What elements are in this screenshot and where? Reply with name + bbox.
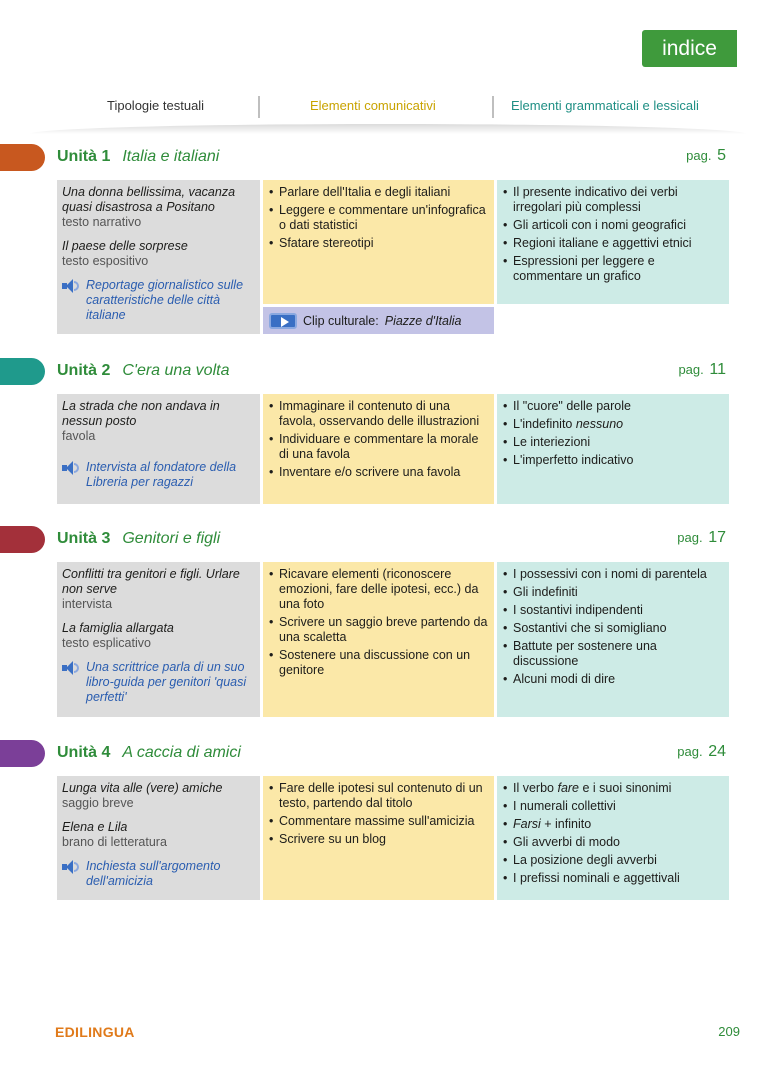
list-item [503,781,723,796]
unit-name: Genitori e figli [122,530,221,547]
text-types-cell [57,394,260,504]
header-shadow [30,124,746,134]
communicative-cell [263,776,494,900]
page-number: 5 [717,147,726,164]
list-item [503,817,723,832]
column-divider [258,96,260,118]
page-prefix: pag. [686,148,712,163]
audio-item[interactable] [62,859,255,889]
speaker-icon [62,860,80,874]
publisher-logo: EDILINGUA [55,1024,135,1040]
communicative-cell [263,562,494,717]
text-kind: testo esplicativo [62,636,151,650]
text-title: Elena e Lila [62,820,128,834]
unit-name: C'era una volta [122,362,230,379]
text-title: Una donna bellissima, vacanza quasi disastrosa a Positano [62,185,236,214]
unit-name: A caccia di amici [122,744,241,761]
unit-color-marker [0,144,45,171]
unit-page-ref [677,743,726,761]
list-item-emphasis: fare [557,781,580,795]
column-header-comunicativi: Elementi comunicativi [310,98,436,113]
text-title: La strada che non andava in nessun posto [62,399,220,428]
page-number: 17 [708,529,726,546]
communicative-cell [263,394,494,504]
page-prefix: pag. [677,530,703,545]
column-divider [492,96,494,118]
grammar-cell [497,394,729,504]
unit-color-marker [0,740,45,767]
grammar-cell [497,776,729,900]
text-title: La famiglia allargata [62,621,174,635]
column-header-grammaticali: Elementi grammaticali e lessicali [511,98,699,113]
video-play-icon [269,313,297,329]
list-item: • Inventare e/o scrivere una favola [269,465,488,480]
unit-number: Unità 2 [57,362,111,379]
text-types-cell [57,776,260,900]
list-item: • Gli indefiniti [503,585,723,600]
grammar-cell [497,562,729,717]
clip-culturale-row[interactable] [263,307,494,334]
audio-title: Una scrittrice parla di un suo libro-guida per genitori 'quasi perfetti' [86,660,247,704]
communicative-cell [263,180,494,304]
audio-title: Inchiesta sull'argomento dell'amicizia [86,859,221,888]
page-prefix: pag. [678,362,704,377]
text-kind: saggio breve [62,796,134,810]
list-item-text: L'indefinito [513,417,576,431]
list-item: • I possessivi con i nomi di parentela [503,567,723,582]
page-prefix: pag. [677,744,703,759]
text-title: Lunga vita alle (vere) amiche [62,781,223,795]
text-types-cell [57,562,260,717]
list-item: • Il "cuore" delle parole [503,399,723,414]
list-item: • Ricavare elementi (riconoscere emozioni, fare delle ipotesi, ecc.) da una foto [269,567,488,612]
list-item: • I prefissi nominali e aggettivali [503,871,723,886]
unit-number: Unità 4 [57,744,111,761]
list-item: • I sostantivi indipendenti [503,603,723,618]
audio-title: Reportage giornalistico sulle caratteristiche delle città italiane [86,278,244,322]
unit-title [57,148,219,166]
unit-number: Unità 1 [57,148,111,165]
audio-item[interactable] [62,278,255,323]
text-title: Il paese delle sorprese [62,239,188,253]
text-title: Conflitti tra genitori e figli. Urlare non serve [62,567,240,596]
list-item: • Le interiezioni [503,435,723,450]
text-types-cell [57,180,260,334]
unit-color-marker [0,358,45,385]
list-item: • Scrivere su un blog [269,832,488,847]
clip-title: Piazze d'Italia [384,313,462,328]
list-item: • Commentare massime sull'amicizia [269,814,488,829]
list-item: • Leggere e commentare un'infografica o dati statistici [269,203,488,233]
unit-title [57,362,229,380]
page-number: 24 [708,743,726,760]
index-tab: indice [642,30,737,67]
list-item: • Gli articoli con i nomi geografici [503,218,723,233]
list-item: • Sostantivi che si somigliano [503,621,723,636]
speaker-icon [62,661,80,675]
list-item: • La posizione degli avverbi [503,853,723,868]
list-item-emphasis: Farsi [513,817,541,831]
column-headers [60,96,746,120]
grammar-cell [497,180,729,304]
list-item: • Immaginare il contenuto di una favola, osservando delle illustrazioni [269,399,488,429]
page-number-footer: 209 [718,1024,740,1039]
clip-label: Clip culturale: [303,313,379,328]
unit-title [57,530,220,548]
audio-title: Intervista al fondatore della Libreria per ragazzi [86,460,237,489]
unit-title [57,744,241,762]
list-item-text: e i suoi sinonimi [579,781,672,795]
unit-page-ref [686,147,726,165]
text-kind: testo narrativo [62,215,142,229]
unit-color-marker [0,526,45,553]
audio-item[interactable] [62,460,255,490]
list-item-text: Il verbo [513,781,558,795]
list-item [503,417,723,432]
text-kind: intervista [62,597,113,611]
text-kind: brano di letteratura [62,835,167,849]
list-item: • Sostenere una discussione con un genitore [269,648,488,678]
list-item: • Il presente indicativo dei verbi irregolari più complessi [503,185,723,215]
list-item: • Parlare dell'Italia e degli italiani [269,185,488,200]
list-item-emphasis: nessuno [575,417,624,431]
unit-number: Unità 3 [57,530,111,547]
list-item: • Individuare e commentare la morale di una favola [269,432,488,462]
speaker-icon [62,461,80,475]
list-item: • Gli avverbi di modo [503,835,723,850]
list-item: • Espressioni per leggere e commentare un grafico [503,254,723,284]
unit-page-ref [677,529,726,547]
list-item: • Fare delle ipotesi sul contenuto di un testo, partendo dal titolo [269,781,488,811]
list-item-text: + infinito [540,817,592,831]
list-item: • I numerali collettivi [503,799,723,814]
text-kind: favola [62,429,96,443]
list-item: • L'imperfetto indicativo [503,453,723,468]
list-item: • Battute per sostenere una discussione [503,639,723,669]
speaker-icon [62,279,80,293]
list-item: • Alcuni modi di dire [503,672,723,687]
column-header-tipologie: Tipologie testuali [107,98,205,113]
list-item: • Sfatare stereotipi [269,236,488,251]
audio-item[interactable] [62,660,255,705]
text-kind: testo espositivo [62,254,149,268]
list-item: • Regioni italiane e aggettivi etnici [503,236,723,251]
unit-page-ref [678,361,726,379]
list-item: • Scrivere un saggio breve partendo da una scaletta [269,615,488,645]
unit-name: Italia e italiani [122,148,220,165]
page-number: 11 [709,361,726,378]
